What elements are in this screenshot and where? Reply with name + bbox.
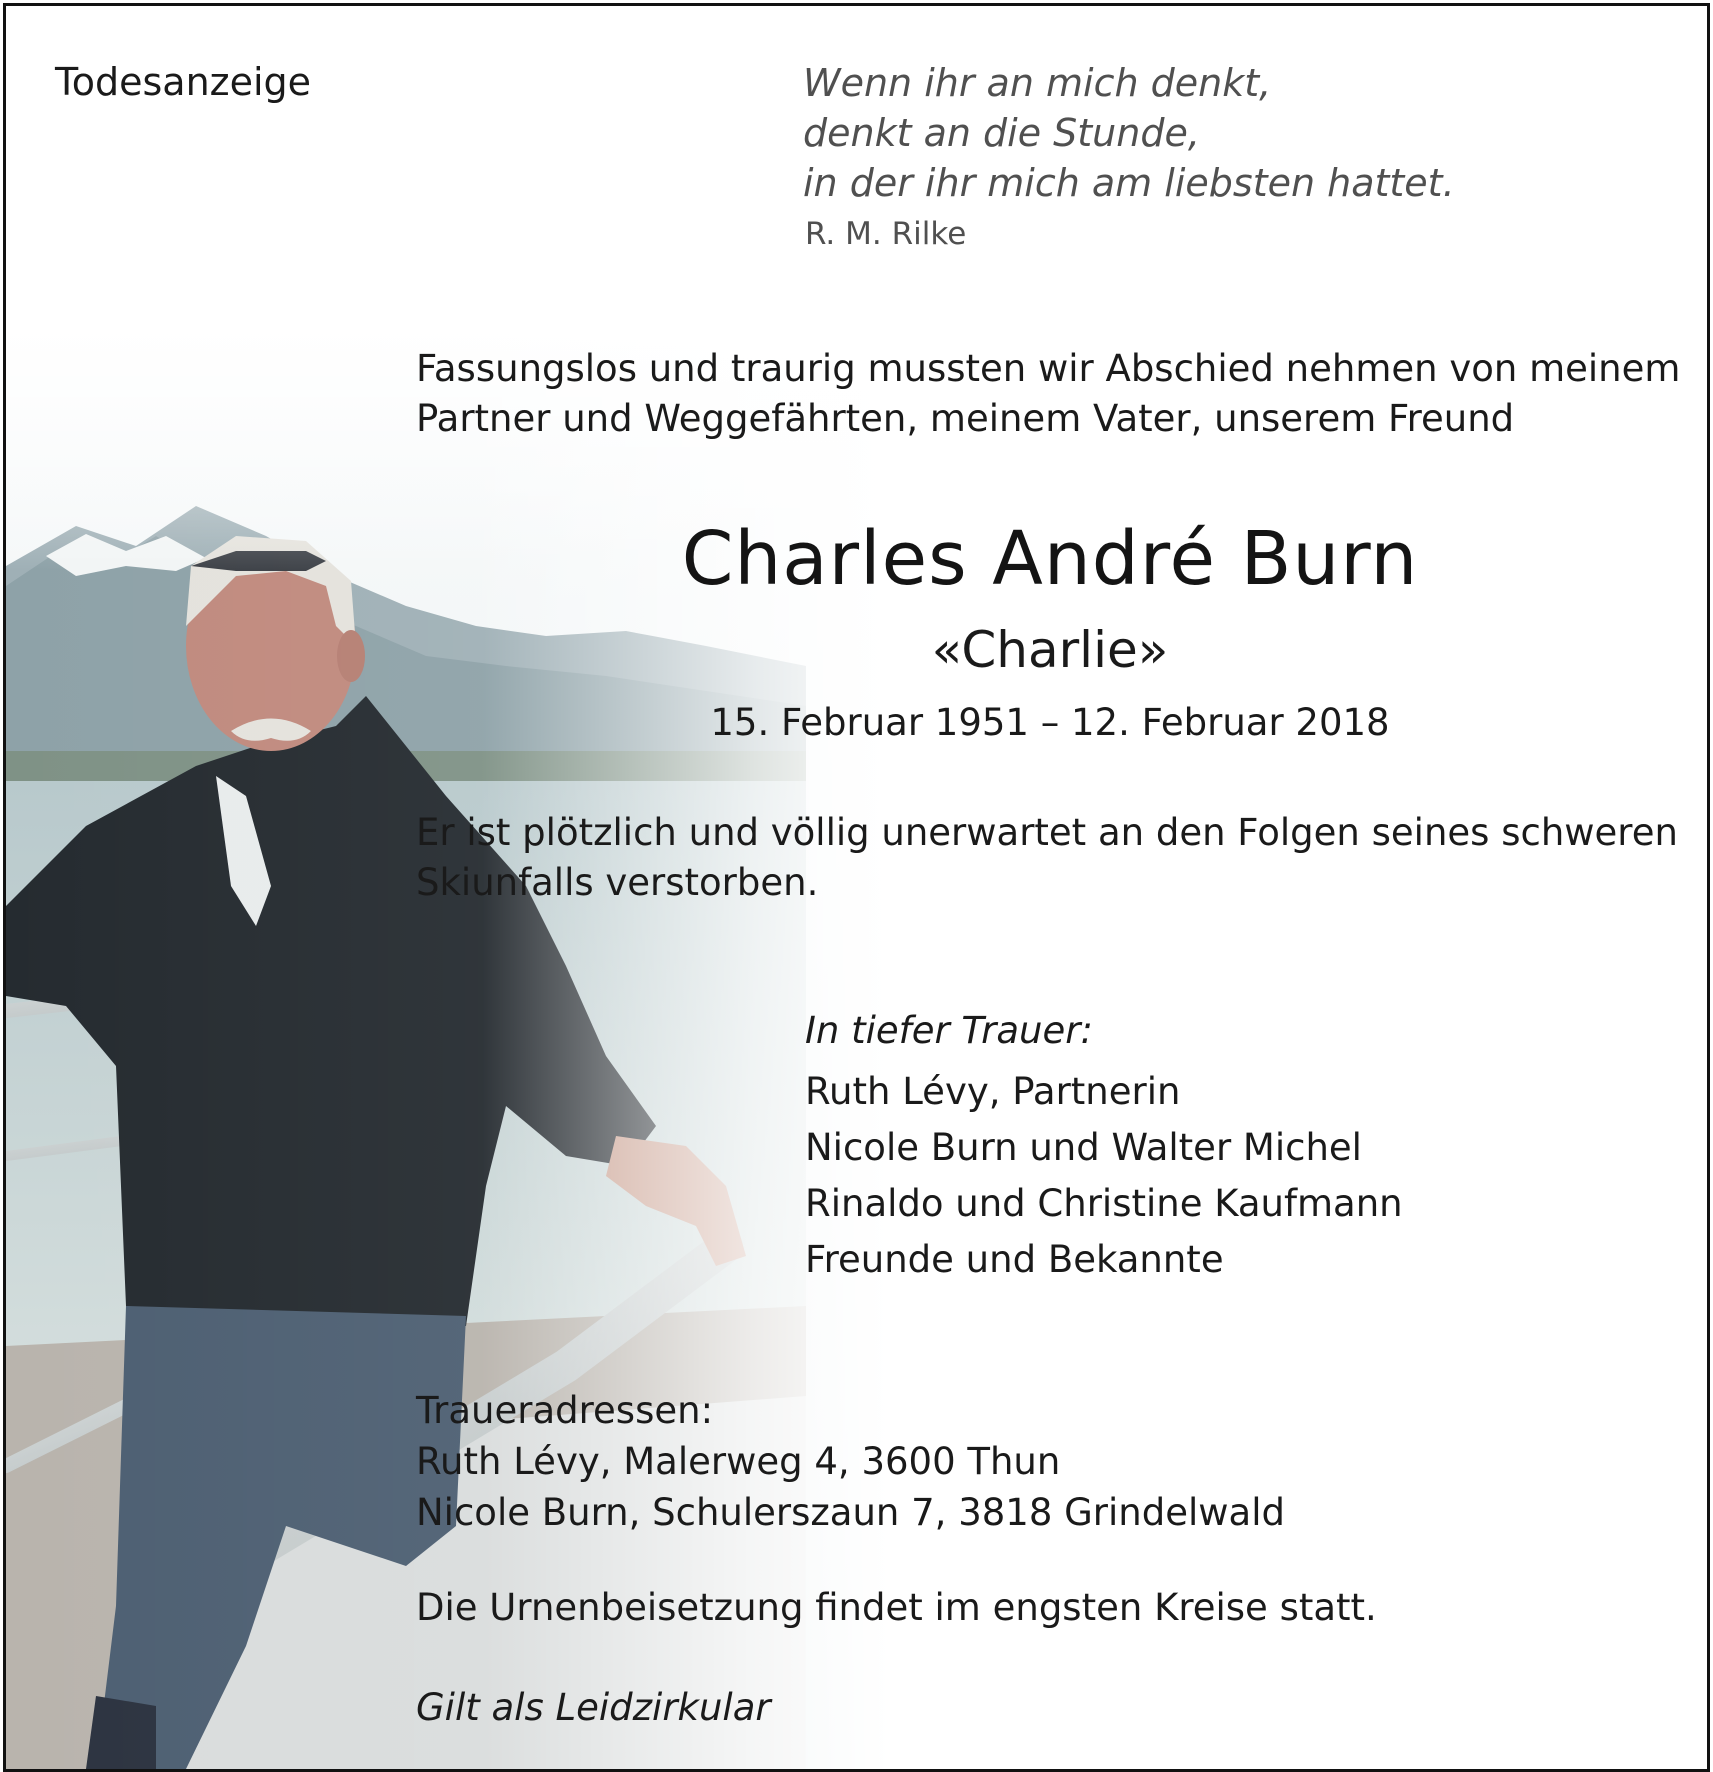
quote-line: denkt an die Stunde, — [803, 111, 1200, 155]
mourner-entry: Ruth Lévy, Partnerin — [805, 1070, 1181, 1113]
deceased-name: Charles André Burn — [681, 516, 1419, 602]
circular-note: Gilt als Leidzirkular — [416, 1686, 771, 1729]
intro-line: Partner und Weggefährten, meinem Vater, unserem Freund — [416, 397, 1515, 440]
intro-text — [416, 344, 1680, 444]
death-circumstances — [416, 808, 1678, 908]
mourner-entry: Freunde und Bekannte — [805, 1238, 1224, 1281]
addresses-label: Traueradressen: — [416, 1389, 714, 1432]
quote-author: R. M. Rilke — [805, 216, 967, 252]
address-line: Nicole Burn, Schulerszaun 7, 3818 Grindelwald — [416, 1491, 1285, 1534]
obituary-notice — [3, 3, 1710, 1772]
burial-note: Die Urnenbeisetzung findet im engsten Kreise statt. — [416, 1586, 1377, 1629]
death-line: Er ist plötzlich und völlig unerwartet an den Folgen seines schweren — [416, 811, 1678, 854]
epigraph-quote — [803, 58, 1455, 208]
deceased-nickname: «Charlie» — [931, 621, 1169, 679]
quote-line: Wenn ihr an mich denkt, — [803, 61, 1272, 105]
mourner-entry: Rinaldo und Christine Kaufmann — [805, 1182, 1403, 1225]
death-line: Skiunfalls verstorben. — [416, 861, 819, 904]
intro-line: Fassungslos und traurig mussten wir Abschied nehmen von meinem — [416, 347, 1681, 390]
mourner-entry: Nicole Burn und Walter Michel — [805, 1126, 1362, 1169]
condolence-addresses — [416, 1385, 1285, 1538]
mourning-label: In tiefer Trauer: — [805, 1009, 1093, 1052]
notice-label: Todesanzeige — [55, 60, 312, 104]
mourners-list — [805, 1064, 1403, 1288]
quote-line: in der ihr mich am liebsten hattet. — [803, 161, 1455, 205]
address-line: Ruth Lévy, Malerweg 4, 3600 Thun — [416, 1440, 1061, 1483]
life-dates: 15. Februar 1951 – 12. Februar 2018 — [710, 701, 1390, 744]
